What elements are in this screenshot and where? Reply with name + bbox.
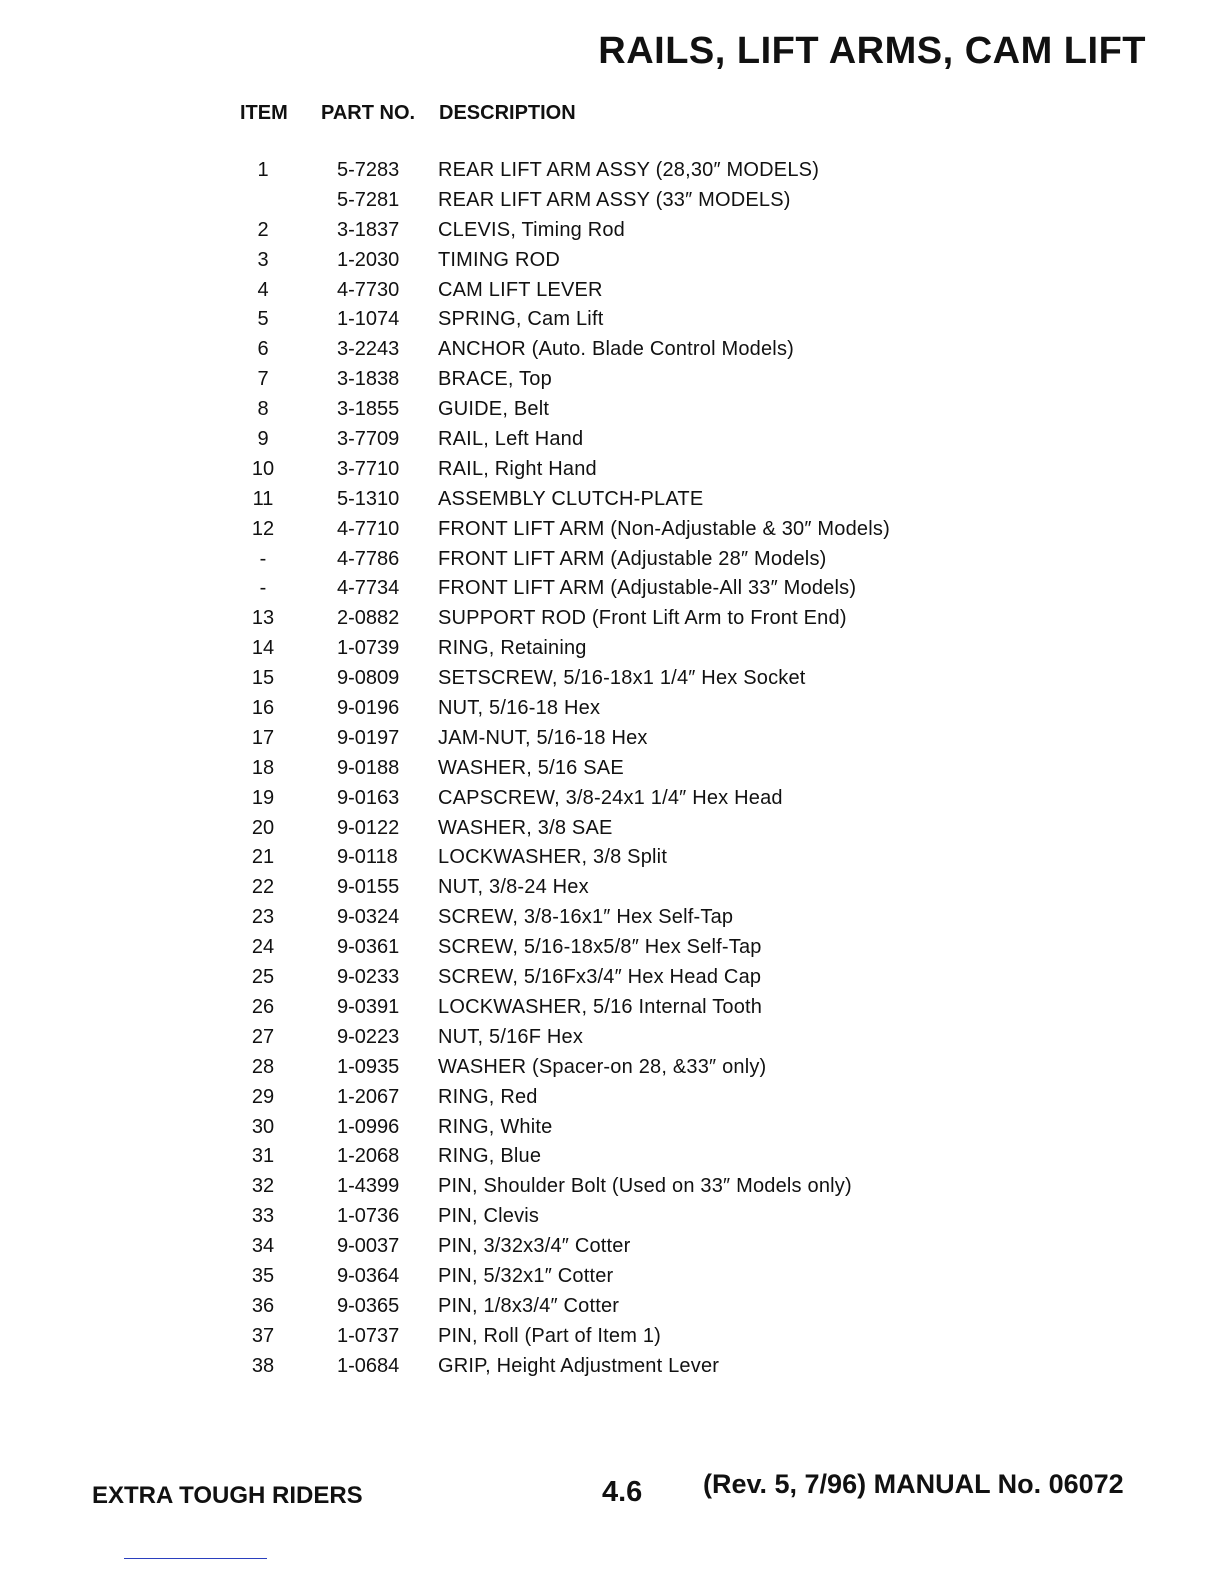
part-number: 4-7730 bbox=[337, 278, 400, 301]
part-description: CAM LIFT LEVER bbox=[438, 278, 603, 301]
table-row bbox=[0, 246, 1224, 276]
part-number: 3-1838 bbox=[337, 368, 400, 391]
part-number: 1-0996 bbox=[337, 1115, 400, 1138]
part-number: 9-0809 bbox=[337, 667, 400, 690]
part-description: TIMING ROD bbox=[438, 248, 560, 271]
part-number: 9-0122 bbox=[337, 816, 400, 839]
item-number: 23 bbox=[251, 906, 275, 929]
table-row bbox=[0, 784, 1224, 814]
part-description: LOCKWASHER, 5/16 Internal Tooth bbox=[438, 995, 763, 1018]
item-number: 3 bbox=[257, 248, 269, 271]
item-number: 22 bbox=[251, 876, 275, 899]
part-description: CAPSCREW, 3/8-24x1 1/4″ Hex Head bbox=[438, 786, 783, 809]
item-number: 11 bbox=[252, 487, 274, 510]
item-number: 26 bbox=[251, 995, 275, 1018]
table-row bbox=[0, 515, 1224, 545]
part-number: 9-0364 bbox=[337, 1264, 400, 1287]
table-row bbox=[0, 1083, 1224, 1113]
table-row bbox=[0, 395, 1224, 425]
part-number: 9-0223 bbox=[337, 1025, 400, 1048]
item-number: 32 bbox=[251, 1175, 275, 1198]
item-number: 9 bbox=[257, 428, 269, 451]
part-number: 3-2243 bbox=[337, 338, 400, 361]
part-number: 3-1837 bbox=[337, 218, 400, 241]
part-description: RAIL, Right Hand bbox=[438, 457, 597, 480]
item-number: 30 bbox=[251, 1115, 275, 1138]
part-description: RING, Retaining bbox=[438, 637, 587, 660]
table-row bbox=[0, 216, 1224, 246]
part-number: 9-0196 bbox=[337, 697, 400, 720]
part-description: CLEVIS, Timing Rod bbox=[438, 218, 626, 241]
part-number: 3-7709 bbox=[337, 428, 400, 451]
part-number: 9-0324 bbox=[337, 906, 400, 929]
table-row bbox=[0, 1262, 1224, 1292]
table-row bbox=[0, 545, 1224, 575]
part-description: NUT, 3/8-24 Hex bbox=[438, 876, 589, 899]
table-row bbox=[0, 1322, 1224, 1352]
part-number: 1-0935 bbox=[337, 1055, 400, 1078]
part-description: FRONT LIFT ARM (Adjustable-All 33″ Models) bbox=[438, 577, 857, 600]
table-row bbox=[0, 634, 1224, 664]
table-row bbox=[0, 1053, 1224, 1083]
part-description: WASHER, 3/8 SAE bbox=[438, 816, 613, 839]
part-description: PIN, 1/8x3/4″ Cotter bbox=[438, 1294, 620, 1317]
page-title: RAILS, LIFT ARMS, CAM LIFT bbox=[598, 30, 1146, 72]
part-number: 9-0361 bbox=[337, 936, 400, 959]
table-row bbox=[0, 574, 1224, 604]
table-row bbox=[0, 335, 1224, 365]
table-row bbox=[0, 1202, 1224, 1232]
item-number: 12 bbox=[251, 517, 275, 540]
part-description: FRONT LIFT ARM (Non-Adjustable & 30″ Models) bbox=[438, 517, 890, 540]
item-number: 18 bbox=[251, 756, 275, 779]
part-number: 3-1855 bbox=[337, 398, 400, 421]
item-number: 7 bbox=[257, 368, 269, 391]
table-row bbox=[0, 604, 1224, 634]
part-description: NUT, 5/16-18 Hex bbox=[438, 697, 601, 720]
part-number: 9-0155 bbox=[337, 876, 400, 899]
part-description: SCREW, 5/16-18x5/8″ Hex Self-Tap bbox=[438, 936, 762, 959]
table-row bbox=[0, 724, 1224, 754]
footer-manual-revision: (Rev. 5, 7/96) MANUAL No. 06072 bbox=[703, 1469, 1124, 1499]
parts-list bbox=[0, 156, 1224, 1382]
part-number: 2-0882 bbox=[337, 607, 400, 630]
table-row bbox=[0, 1172, 1224, 1202]
part-number: 9-0037 bbox=[337, 1235, 400, 1258]
item-number: 5 bbox=[257, 308, 269, 331]
bottom-rule bbox=[124, 1558, 267, 1559]
item-number: 24 bbox=[251, 936, 275, 959]
part-description: ANCHOR (Auto. Blade Control Models) bbox=[438, 338, 795, 361]
part-number: 1-1074 bbox=[337, 308, 400, 331]
part-number: 9-0118 bbox=[337, 846, 398, 869]
part-number: 1-0684 bbox=[337, 1354, 400, 1377]
part-description: PIN, Roll (Part of Item 1) bbox=[438, 1324, 662, 1347]
item-number: 33 bbox=[251, 1205, 275, 1228]
footer-product-name: EXTRA TOUGH RIDERS bbox=[92, 1482, 363, 1509]
part-number: 9-0197 bbox=[337, 726, 400, 749]
part-description: RING, Red bbox=[438, 1085, 538, 1108]
item-number: 31 bbox=[251, 1145, 275, 1168]
part-description: ASSEMBLY CLUTCH-PLATE bbox=[438, 487, 704, 510]
table-row bbox=[0, 1232, 1224, 1262]
item-number: 10 bbox=[251, 457, 275, 480]
item-number: 14 bbox=[251, 637, 275, 660]
part-number: 9-0391 bbox=[337, 995, 400, 1018]
table-row bbox=[0, 933, 1224, 963]
item-number: 27 bbox=[251, 1025, 275, 1048]
table-row bbox=[0, 873, 1224, 903]
part-description: PIN, 3/32x3/4″ Cotter bbox=[438, 1235, 631, 1258]
part-number: 5-1310 bbox=[337, 487, 400, 510]
part-description: JAM-NUT, 5/16-18 Hex bbox=[438, 726, 648, 749]
table-row bbox=[0, 1142, 1224, 1172]
part-description: WASHER (Spacer-on 28, &33″ only) bbox=[438, 1055, 767, 1078]
table-row bbox=[0, 903, 1224, 933]
item-number: 37 bbox=[251, 1324, 275, 1347]
item-number: 20 bbox=[251, 816, 275, 839]
table-row bbox=[0, 843, 1224, 873]
table-row bbox=[0, 485, 1224, 515]
item-number: 6 bbox=[257, 338, 269, 361]
part-number: 9-0163 bbox=[337, 786, 400, 809]
part-description: LOCKWASHER, 3/8 Split bbox=[438, 846, 668, 869]
item-number: 13 bbox=[251, 607, 275, 630]
part-description: RING, Blue bbox=[438, 1145, 542, 1168]
part-description: SETSCREW, 5/16-18x1 1/4″ Hex Socket bbox=[438, 667, 806, 690]
table-row bbox=[0, 754, 1224, 784]
part-number: 5-7283 bbox=[337, 159, 400, 181]
part-description: RAIL, Left Hand bbox=[438, 428, 584, 451]
item-number: 16 bbox=[251, 697, 275, 720]
part-description: SUPPORT ROD (Front Lift Arm to Front End) bbox=[438, 607, 847, 630]
item-number: - bbox=[259, 547, 267, 570]
part-description: SCREW, 5/16Fx3/4″ Hex Head Cap bbox=[438, 966, 762, 989]
part-description: RING, White bbox=[438, 1115, 553, 1138]
part-number: 5-7281 bbox=[337, 188, 400, 211]
part-description: BRACE, Top bbox=[438, 368, 552, 391]
item-number: 1 bbox=[257, 159, 269, 181]
item-number: 15 bbox=[251, 667, 275, 690]
table-row bbox=[0, 455, 1224, 485]
table-row bbox=[0, 664, 1224, 694]
part-number: 1-0739 bbox=[337, 637, 400, 660]
table-row bbox=[0, 814, 1224, 844]
item-number: 4 bbox=[257, 278, 269, 301]
part-description: PIN, 5/32x1″ Cotter bbox=[438, 1264, 614, 1287]
part-description: WASHER, 5/16 SAE bbox=[438, 756, 624, 779]
part-number: 1-0737 bbox=[337, 1324, 400, 1347]
part-description: GUIDE, Belt bbox=[438, 398, 550, 421]
part-description: REAR LIFT ARM ASSY (33″ MODELS) bbox=[438, 188, 791, 211]
table-row bbox=[0, 425, 1224, 455]
table-row bbox=[0, 186, 1224, 216]
item-number: 36 bbox=[251, 1294, 275, 1317]
item-number: 28 bbox=[251, 1055, 275, 1078]
table-row bbox=[0, 276, 1224, 306]
part-number: 9-0188 bbox=[337, 756, 400, 779]
item-number: 17 bbox=[251, 726, 275, 749]
table-row bbox=[0, 1113, 1224, 1143]
part-description: PIN, Clevis bbox=[438, 1205, 540, 1228]
table-row bbox=[0, 365, 1224, 395]
part-description: FRONT LIFT ARM (Adjustable 28″ Models) bbox=[438, 547, 827, 570]
table-row bbox=[0, 694, 1224, 724]
table-row bbox=[0, 963, 1224, 993]
part-number: 4-7734 bbox=[337, 577, 400, 600]
table-row bbox=[0, 1023, 1224, 1053]
part-description: GRIP, Height Adjustment Lever bbox=[438, 1354, 720, 1377]
part-description: NUT, 5/16F Hex bbox=[438, 1025, 584, 1048]
table-row bbox=[0, 1352, 1224, 1382]
item-number: 35 bbox=[251, 1264, 275, 1287]
column-header-part-no: PART NO. bbox=[321, 102, 416, 124]
item-number: 19 bbox=[251, 786, 275, 809]
item-number: 8 bbox=[257, 398, 269, 421]
table-row bbox=[0, 305, 1224, 335]
part-number: 9-0365 bbox=[337, 1294, 400, 1317]
part-number: 1-4399 bbox=[337, 1175, 400, 1198]
column-header-description: DESCRIPTION bbox=[439, 102, 576, 124]
column-header-item: ITEM bbox=[240, 102, 288, 124]
part-number: 3-7710 bbox=[337, 457, 400, 480]
item-number: 34 bbox=[251, 1235, 275, 1258]
part-number: 4-7710 bbox=[337, 517, 400, 540]
item-number: 2 bbox=[257, 218, 269, 241]
item-number: - bbox=[259, 577, 267, 600]
part-description: REAR LIFT ARM ASSY (28,30″ MODELS) bbox=[438, 159, 820, 181]
item-number: 21 bbox=[251, 846, 275, 869]
part-number: 9-0233 bbox=[337, 966, 400, 989]
part-number: 4-7786 bbox=[337, 547, 400, 570]
part-number: 1-2067 bbox=[337, 1085, 400, 1108]
part-description: SPRING, Cam Lift bbox=[438, 308, 604, 331]
part-description: PIN, Shoulder Bolt (Used on 33″ Models only) bbox=[438, 1175, 852, 1198]
part-number: 1-2068 bbox=[337, 1145, 400, 1168]
part-number: 1-0736 bbox=[337, 1205, 400, 1228]
part-description: SCREW, 3/8-16x1″ Hex Self-Tap bbox=[438, 906, 734, 929]
item-number: 29 bbox=[251, 1085, 275, 1108]
footer-page-number: 4.6 bbox=[602, 1476, 643, 1508]
table-row bbox=[0, 1292, 1224, 1322]
part-number: 1-2030 bbox=[337, 248, 400, 271]
item-number: 25 bbox=[251, 966, 275, 989]
table-row bbox=[0, 156, 1224, 186]
table-row bbox=[0, 993, 1224, 1023]
item-number: 38 bbox=[251, 1354, 275, 1377]
